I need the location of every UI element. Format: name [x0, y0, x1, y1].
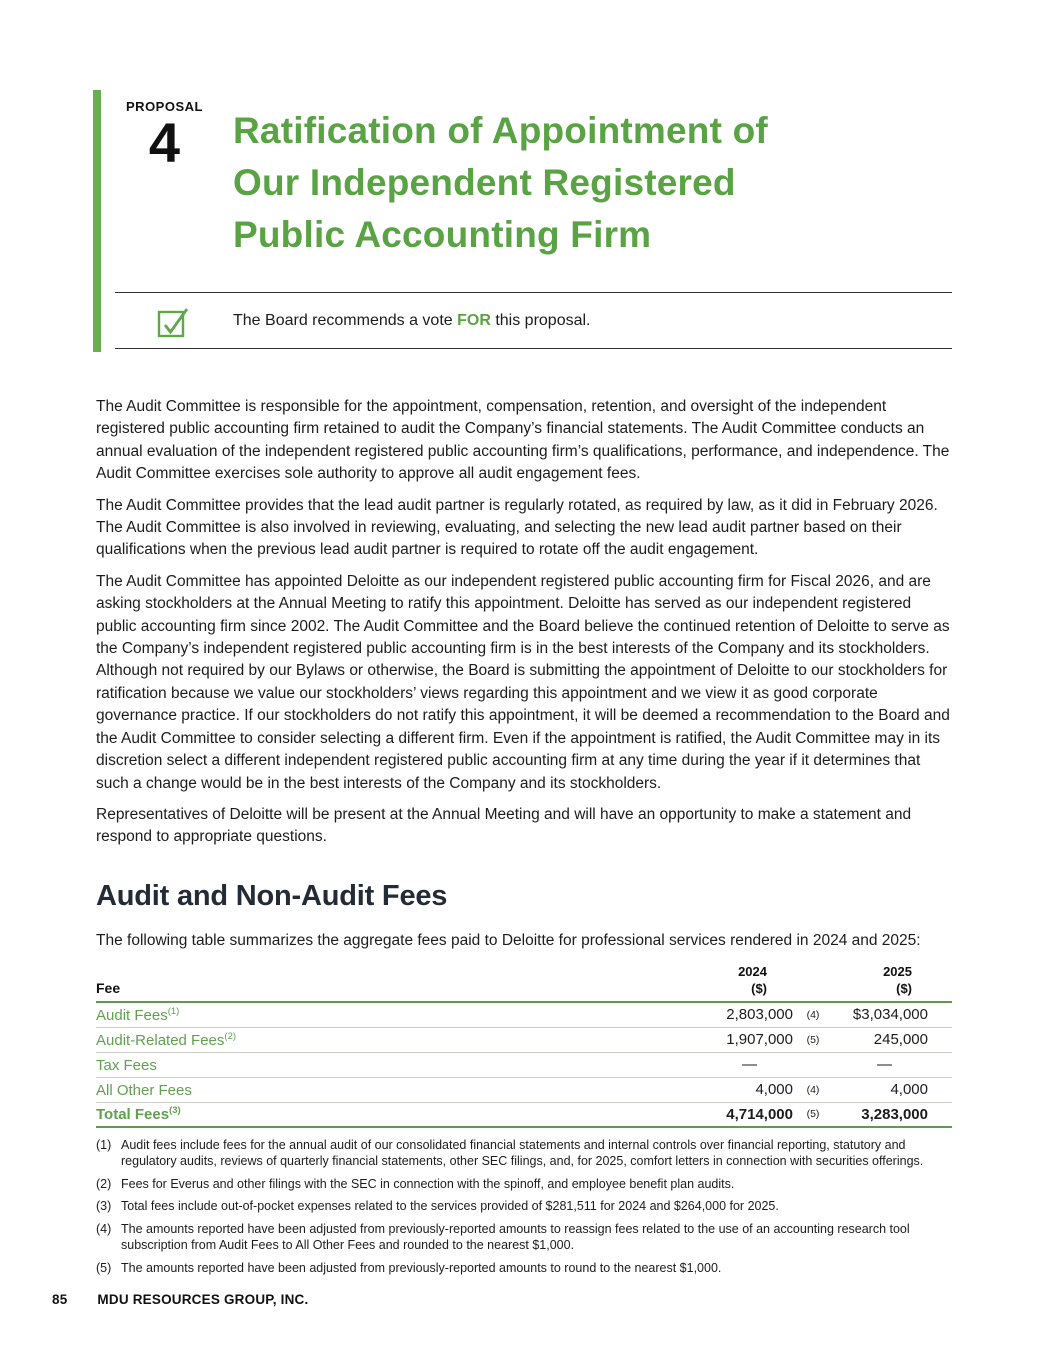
table-row [96, 1078, 952, 1103]
footnote [96, 1198, 952, 1215]
fee-label-cell [96, 1056, 656, 1074]
proposal-title-line: Ratification of Appointment of [233, 110, 768, 151]
company-name: MDU RESOURCES GROUP, INC. [97, 1292, 309, 1307]
proposal-label: PROPOSAL [126, 99, 203, 114]
body-paragraph: Representatives of Deloitte will be present at the Annual Meeting and will have an opportunity to make a statement and respond to appropriate questions. [96, 805, 912, 846]
column-header-2025 [833, 963, 952, 997]
proposal-title-line: Our Independent Registered [233, 162, 736, 203]
footnote-ref-cell: (4) [806, 1083, 820, 1096]
proposal-title-line: Public Accounting Firm [233, 214, 652, 255]
column-header-fee: Fee [96, 979, 121, 996]
unit-2025-label: ($) [896, 980, 912, 996]
body-copy [96, 396, 952, 849]
footnote [96, 1260, 952, 1277]
body-paragraph: The Audit Committee has appointed Deloitte as our independent registered public accounting firm for Fiscal 2026, and are asking stockholders at the Annual Meeting to ratify this appointment. Deloitte has served as our independent registered public accounting firm since 2002. The Audit Committee and the Board believe the continued retention of Deloitte to serve as the Company’s independent registered public accounting firm is in the best interests of the Company and its stockholders. Although not required by our Bylaws or otherwise, the Board is submitting the appointment of Deloitte to our stockholders for ratification because we value our stockholders’ views regarding this appointment and we view it as good corporate governance practice. If our stockholders do not ratify this appointment, it will be deemed a recommendation to the Board and the Audit Committee to consider selecting a different firm. Even if the appointment is ratified, the Audit Committee may in its discretion select a different independent registered public accounting firm at any time during the year if it determines that such a change would be in the best interests of the Company and its stockholders. [96, 572, 950, 792]
table-row [96, 1003, 952, 1028]
fee-label-cell [96, 1081, 656, 1099]
page-number: 85 [52, 1292, 68, 1307]
footnote-ref-cell: (5) [806, 1033, 820, 1046]
fee-label-cell [96, 1105, 656, 1123]
table-intro: The following table summarizes the aggregate fees paid to Deloitte for professional services rendered in 2024 and 2025: [96, 931, 921, 949]
fee-2024-cell: 1,907,000 [726, 1031, 793, 1049]
body-paragraph: The Audit Committee is responsible for the appointment, compensation, retention, and oversight of the independent registered public accounting firm retained to audit the Company’s financial statements. The Audit Committee conducts an annual evaluation of the independent registered public accounting firm’s qualifications, performance, and independence. The Audit Committee exercises sole authority to approve all audit engagement fees. [96, 398, 950, 483]
table-row [96, 1028, 952, 1053]
table-row-total [96, 1103, 952, 1128]
fee-2025-cell: 4,000 [890, 1081, 928, 1099]
fee-label: All Other Fees [96, 1081, 192, 1099]
table-row [96, 1053, 952, 1078]
fee-2025-cell: — [877, 1056, 892, 1074]
footnote-text: Fees for Everus and other filings with the SEC in connection with the spinoff, and employee benefit plan audits. [121, 1176, 735, 1191]
proposal-accent-bar [93, 90, 101, 352]
vote-for-highlight: FOR [457, 312, 491, 329]
footnote-number: (1) [96, 1137, 112, 1152]
footnote-ref-cell: (5) [806, 1108, 820, 1121]
fee-label: Audit-Related Fees [96, 1031, 225, 1049]
footnote-number: (5) [96, 1260, 112, 1275]
proposal-badge [96, 97, 233, 261]
page-footer [52, 1292, 308, 1307]
section-heading: Audit and Non-Audit Fees [96, 879, 448, 912]
fee-2025-cell: $3,034,000 [852, 1006, 928, 1024]
fee-label: Audit Fees [96, 1006, 168, 1024]
footnote [96, 1176, 952, 1193]
fee-2025-cell: 245,000 [873, 1031, 928, 1049]
board-recommendation-text [233, 312, 591, 330]
fee-label-cell [96, 1006, 656, 1024]
footnote-text: Audit fees include fees for the annual audit of our consolidated financial statements and internal controls over financial reporting, statutory and regulatory audits, reviews of quarterly financial statements, other SEC filings, and, for 2025, comfort letters in connection with securities offerings. [121, 1137, 924, 1169]
footnote-text: Total fees include out-of-pocket expenses related to the services provided of $281,511 for 2024 and $264,000 for 2025. [121, 1199, 779, 1214]
fee-2024-cell: 4,714,000 [726, 1105, 793, 1123]
fee-label: Total Fees [96, 1106, 170, 1124]
footnote-number: (4) [96, 1221, 112, 1236]
proposal-title [233, 105, 768, 261]
fee-2024-cell: — [742, 1056, 757, 1074]
column-header-2024 [656, 963, 793, 997]
footnote-number: (3) [96, 1199, 112, 1214]
footnote-text: The amounts reported have been adjusted from previously-reported amounts to round to the nearest $1,000. [121, 1260, 722, 1275]
fee-label-footnote-ref: (1) [167, 1005, 180, 1017]
footnote-ref-cell: (4) [806, 1008, 820, 1021]
table-header-row [96, 963, 952, 1003]
footnote-number: (2) [96, 1176, 112, 1191]
fees-table [96, 963, 952, 1128]
unit-2024-label: ($) [751, 980, 767, 996]
recommendation-prefix: The Board recommends a vote [233, 312, 458, 329]
year-2024-label: 2024 [738, 963, 767, 979]
fee-2024-cell: 2,803,000 [726, 1006, 793, 1024]
footnote [96, 1137, 952, 1170]
footnote-text: The amounts reported have been adjusted from previously-reported amounts to reassign fees related to the use of an accounting research tool subscription from Audit Fees to All Other Fees and rounded to the nearest $1,000. [121, 1221, 910, 1253]
fee-label-footnote-ref: (3) [169, 1105, 181, 1117]
fee-label-footnote-ref: (2) [224, 1030, 237, 1042]
fee-label-cell [96, 1031, 656, 1049]
footnotes [96, 1137, 952, 1277]
body-paragraph: The Audit Committee provides that the lead audit partner is regularly rotated, as required by law, as it did in February 2026. The Audit Committee is also involved in reviewing, evaluating, and selecting the new lead audit partner based on their qualifications when the previous lead audit partner is required to rotate off the audit engagement. [96, 496, 938, 559]
recommendation-suffix: this proposal. [490, 312, 591, 329]
footnote [96, 1221, 952, 1254]
year-2025-label: 2025 [883, 963, 912, 979]
proposal-number: 4 [148, 111, 181, 174]
fee-label: Tax Fees [96, 1056, 157, 1074]
proposal-header [96, 97, 952, 261]
fee-2024-cell: 4,000 [755, 1081, 793, 1099]
fee-2025-cell: 3,283,000 [861, 1105, 928, 1123]
board-recommendation-band [115, 292, 952, 349]
checkmark-icon [155, 303, 191, 339]
